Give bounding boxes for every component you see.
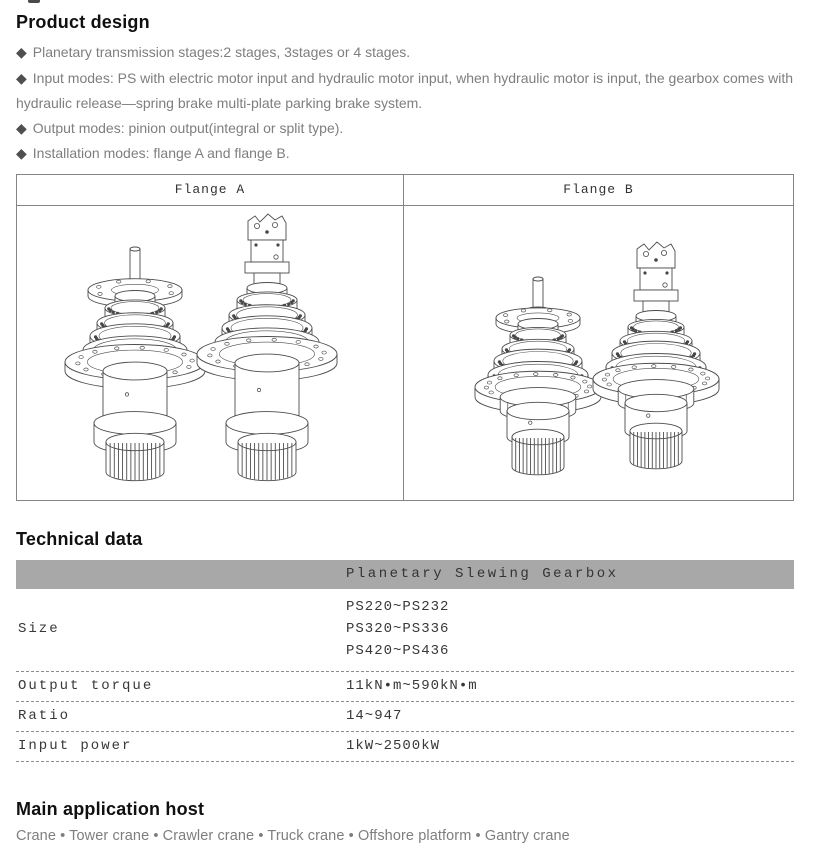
row-value: 11kN•m~590kN•m	[346, 678, 478, 695]
gearbox-drawing-flange-b	[404, 206, 793, 500]
row-label: Output torque	[18, 678, 154, 695]
technical-data-title: Technical data	[16, 528, 143, 549]
row-label: Ratio	[18, 708, 71, 725]
diamond-bullet-icon: ◆	[16, 45, 27, 61]
row-value: 14~947	[346, 708, 403, 725]
size-range: PS420~PS436	[346, 642, 450, 659]
flange-table-header-row	[17, 175, 793, 206]
size-range: PS320~PS336	[346, 620, 450, 637]
diamond-bullet-icon: ◆	[16, 120, 27, 137]
diamond-bullet-icon: ◆	[16, 146, 27, 163]
product-design-title: Product design	[16, 12, 150, 32]
gearbox-drawing-flange-a	[17, 206, 403, 500]
bullet-item	[16, 66, 794, 116]
flange-a-drawings-cell	[17, 206, 404, 500]
flange-b-header-cell: Flange B	[563, 182, 634, 198]
bullet-text: Installation modes: flange A and flange B.	[32, 145, 290, 162]
bullet-item	[16, 40, 794, 66]
size-range: PS220~PS232	[346, 598, 450, 615]
bullet-text: Input modes: PS with electric motor input and hydraulic motor input, when hydraulic motor is input, the gearbox comes with hydraulic release—spring brake multi-plate parking brake system.	[16, 69, 794, 112]
row-label: Input power	[18, 738, 133, 755]
application-list: Crane • Tower crane • Crawler crane • Truck crane • Offshore platform • Gantry crane	[16, 827, 570, 844]
flange-b-drawings-cell	[404, 206, 793, 500]
table-row-output-torque	[16, 672, 794, 702]
flange-table-body-row	[17, 206, 793, 500]
bullet-item	[16, 141, 794, 167]
table-row-input-power	[16, 732, 794, 762]
page-edge-artifact	[28, 0, 40, 3]
flange-illustration-table	[16, 174, 794, 501]
row-value	[346, 596, 449, 662]
bullet-text: Planetary transmission stages:2 stages, 3stages or 4 stages.	[32, 44, 411, 60]
technical-data-table	[16, 560, 794, 762]
bullet-item	[16, 116, 794, 142]
table-header-band	[16, 560, 794, 589]
bullet-text: Output modes: pinion output(integral or split type).	[32, 119, 344, 136]
diamond-bullet-icon: ◆	[16, 70, 27, 87]
table-row-ratio	[16, 702, 794, 732]
row-value: 1kW~2500kW	[346, 738, 441, 755]
flange-a-header-cell: Flange A	[17, 175, 404, 205]
product-design-bullets	[16, 40, 794, 167]
row-label: Size	[18, 620, 60, 637]
table-header-label: Planetary Slewing Gearbox	[346, 566, 619, 583]
table-row-size	[16, 589, 794, 672]
main-application-title: Main application host	[16, 798, 205, 819]
